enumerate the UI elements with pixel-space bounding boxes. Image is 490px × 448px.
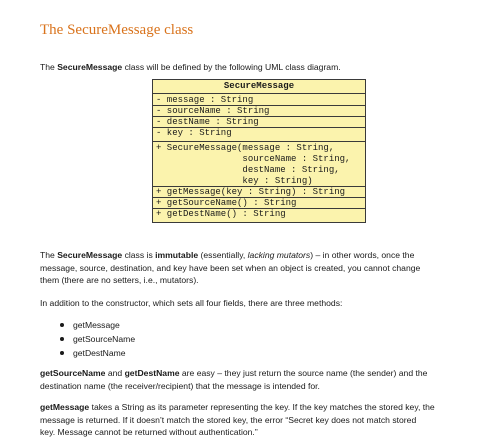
paragraph-line: message is returned. If it doesn’t match the stored key, the error “Secret key does not match stored (40, 414, 417, 425)
text-run: The (40, 250, 58, 260)
method-name-bold: getMessage (40, 402, 90, 412)
class-name-bold: SecureMessage (57, 250, 123, 260)
text-run: ) – in other words, once the (310, 250, 415, 260)
immutable-bold: immutable (155, 250, 199, 260)
intro-line (40, 61, 480, 74)
lacking-mutators-italic: lacking mutators (247, 250, 311, 260)
paragraph-line (40, 367, 480, 380)
text-run: and (105, 368, 125, 378)
text-run: class is (122, 250, 156, 260)
uml-method-continuation: destName : String, (156, 165, 340, 175)
uml-attribute: - destName : String (153, 117, 365, 128)
list-item-label: getDestName (73, 348, 126, 358)
method-name-bold: getDestName (124, 368, 180, 378)
method-name-bold: getSourceName (40, 368, 106, 378)
bullet-icon (60, 351, 64, 355)
paragraph-line (40, 249, 480, 262)
text-run: takes a String as its parameter representing the key. If the key matches the stored key, the (89, 402, 435, 412)
paragraph-line: destination name (the receiver/recipient) that the message is intended for. (40, 380, 320, 391)
uml-method: + SecureMessage(message : String, (156, 143, 335, 153)
paragraph-line: them (there are no setters, i.e., mutators). (40, 275, 199, 285)
list-item-label: getSourceName (73, 334, 136, 344)
uml-attributes (153, 94, 365, 142)
uml-method-continuation: key : String) (153, 176, 365, 187)
paragraph-line: key. Message cannot be returned without authentication.” (40, 427, 258, 437)
getmessage-paragraph (40, 401, 480, 439)
uml-method: + getDestName() : String (156, 209, 286, 219)
bullet-icon (60, 323, 64, 327)
text-run: (essentially, (198, 250, 248, 260)
list-item-label: getMessage (73, 320, 120, 330)
uml-attribute: - key : String (156, 128, 232, 138)
getters-paragraph (40, 367, 480, 392)
paragraph-line: message, source, destination, and key have been set when an object is created, you cannot change (40, 262, 421, 273)
paragraph-line: In addition to the constructor, which sets all four fields, there are three methods: (40, 298, 343, 308)
intro-prefix: The (40, 62, 58, 72)
uml-class-diagram (152, 79, 366, 223)
intro-paragraph (40, 61, 480, 74)
bullet-icon (60, 337, 64, 341)
uml-method: + getSourceName() : String (153, 198, 365, 209)
immutable-paragraph (40, 249, 480, 287)
uml-attribute: - sourceName : String (153, 106, 365, 117)
paragraph-line (40, 401, 480, 414)
method-bullet-list (60, 318, 135, 360)
text-run: are easy – they just return the source name (the sender) and the (179, 368, 428, 378)
intro-suffix: class will be defined by the following UML class diagram. (122, 62, 341, 72)
uml-attribute: - message : String (153, 95, 365, 106)
uml-method: + getMessage(key : String) : String (153, 187, 365, 198)
uml-method-continuation: sourceName : String, (156, 154, 351, 164)
list-item (60, 332, 135, 346)
methods-intro-paragraph (40, 297, 480, 310)
list-item (60, 318, 135, 332)
section-heading: The SecureMessage class (40, 22, 194, 38)
list-item (60, 346, 135, 360)
uml-methods (153, 142, 365, 222)
uml-class-name: SecureMessage (153, 80, 365, 94)
intro-class-name: SecureMessage (57, 62, 123, 72)
